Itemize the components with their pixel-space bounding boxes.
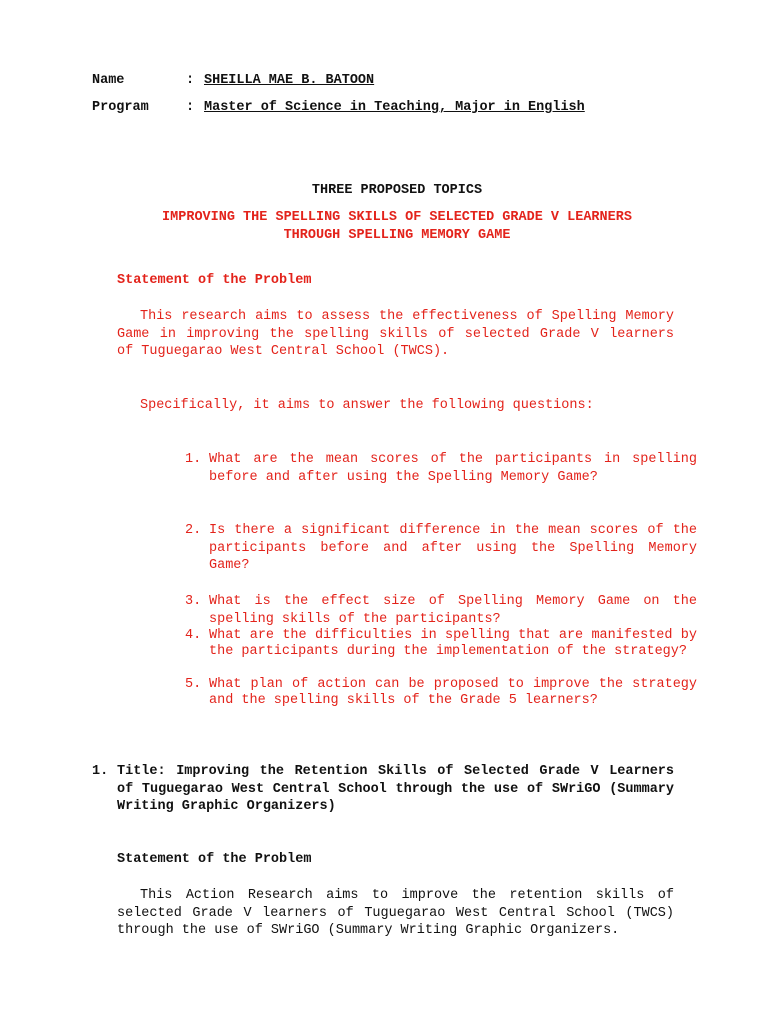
list-item bbox=[185, 628, 697, 660]
list-number: 5. bbox=[185, 677, 202, 692]
topic1-paragraph: This research aims to assess the effectiveness of Spelling Memory Game in improving the spelling skills of selected Grade V learners of Tuguegarao West Central School (TWCS). bbox=[117, 309, 674, 359]
list-text: Is there a significant difference in the mean scores of the participants before and after using the Spelling Memory Game? bbox=[209, 523, 697, 573]
topic1-section-heading: Statement of the Problem bbox=[117, 273, 312, 288]
topic2-title: Title: Improving the Retention Skills of Selected Grade V Learners of Tuguegarao West Central School through the use of SWriGO (Summary Writing Graphic Organizers) bbox=[117, 764, 674, 814]
list-item bbox=[185, 451, 697, 486]
list-item bbox=[185, 522, 697, 575]
topic1-title-line2: THROUGH SPELLING MEMORY GAME bbox=[283, 228, 511, 243]
list-number: 1. bbox=[185, 452, 202, 467]
list-item bbox=[185, 677, 697, 709]
name-separator: : bbox=[186, 73, 195, 88]
name-label: Name bbox=[92, 73, 125, 88]
program-separator: : bbox=[186, 100, 195, 115]
topic2-number: 1. bbox=[92, 764, 109, 779]
list-text: What is the effect size of Spelling Memory Game on the spelling skills of the participants? bbox=[209, 594, 697, 627]
list-text: What are the mean scores of the participants in spelling before and after using the Spelling Memory Game? bbox=[209, 452, 697, 485]
list-text: What plan of action can be proposed to improve the strategy and the spelling skills of the Grade 5 learners? bbox=[209, 677, 697, 708]
topic2-section-heading: Statement of the Problem bbox=[117, 852, 312, 867]
list-number: 3. bbox=[185, 594, 202, 609]
program-value: Master of Science in Teaching, Major in English bbox=[204, 100, 585, 115]
page-title: THREE PROPOSED TOPICS bbox=[311, 183, 483, 198]
name-value: SHEILLA MAE B. BATOON bbox=[204, 73, 375, 88]
list-item bbox=[185, 593, 697, 628]
topic2-paragraph: This Action Research aims to improve the retention skills of selected Grade V learners of Tuguegarao West Central School (TWCS) through the use of SWriGO (Summary Writing Graphic Organizers. bbox=[117, 888, 674, 938]
list-number: 2. bbox=[185, 523, 202, 538]
program-label: Program bbox=[92, 100, 149, 115]
topic1-specifically: Specifically, it aims to answer the following questions: bbox=[140, 398, 594, 413]
list-number: 4. bbox=[185, 628, 202, 643]
list-text: What are the difficulties in spelling that are manifested by the participants during the implementation of the strategy? bbox=[209, 628, 697, 659]
topic1-title-line1: IMPROVING THE SPELLING SKILLS OF SELECTED GRADE V LEARNERS bbox=[162, 210, 632, 225]
